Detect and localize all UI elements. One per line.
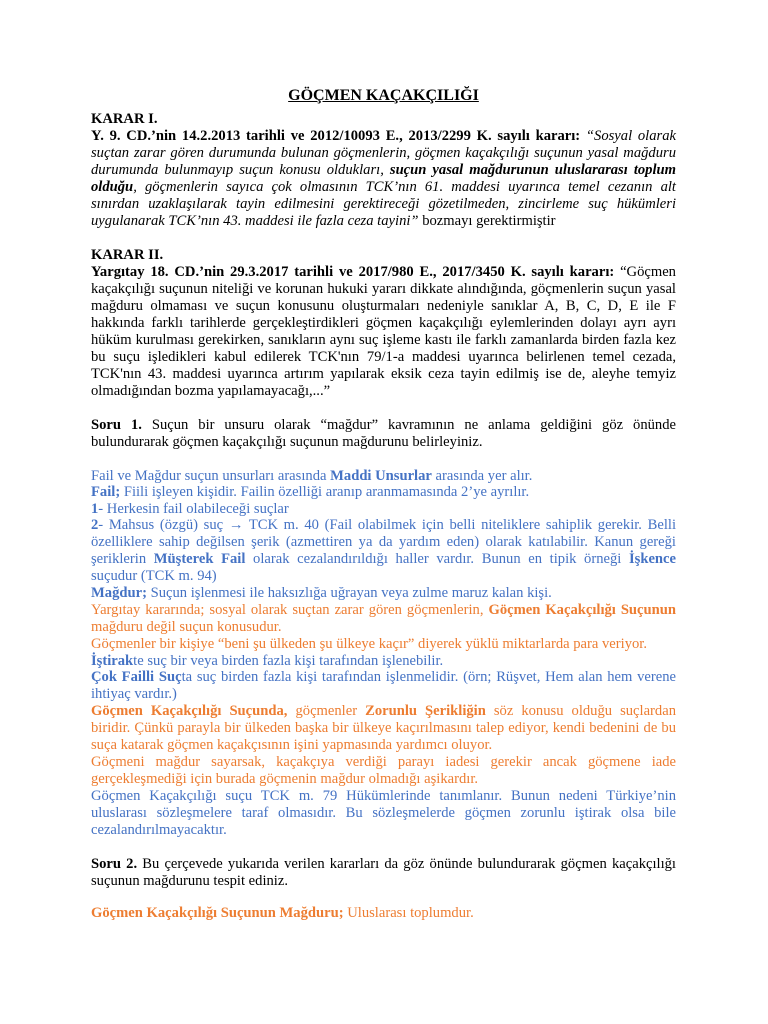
note-iade: Göçmeni mağdur sayarsak, kaçakçıya verdiği parayı iadesi gerekir ancak göçmene iade gerçekleşmediği için burada göçmenin mağdur olmadığı aşikardır.	[91, 754, 676, 788]
note-tck79: Göçmen Kaçakçılığı suçu TCK m. 79 Hükümlerinde tanımlanır. Bunun nedeni Türkiye’nin uluslarası sözleşmelere taraf olmasıdır. Bu sözleşmelerde göçmen zorunlu iştirak olsa bile cezalandırılmayacaktır.	[91, 788, 676, 839]
karar1-heading: KARAR I.	[91, 111, 158, 127]
karar2-body	[91, 264, 676, 400]
karar1-quote-bold: suçun yasal mağdurunun uluslararası toplum olduğu	[91, 162, 676, 195]
note-magdur: Mağdur; Suçun işlenmesi ile haksızlığa uğrayan veya zulme maruz kalan kişi.	[91, 585, 552, 602]
karar2-heading: KARAR II.	[91, 247, 164, 263]
karar2-quote: “Göçmen kaçakçılığı suçunun niteliği ve korunan hukuki yararı dikkate alındığında, göçmenlerin suçun yasal mağduru olmaması ve suçun konusunu oluşturmaları nedeniyle sanıklar A, B, C, D, E ile F hakkında farklı tarihlerde gerçekleştirdikleri göçmen kaçakçılığı eylemlerinden dolayı ayrı ayrı hüküm kurulması gerekirken, sanıkların aynı suç işleme kastı ile farklı zamanlarda birden fazla kez bu suçu işledikleri kabul edilerek TCK'nın 79/1-a maddesi uyarınca belirlenen temel cezada, TCK'nın 43. maddesi uyarınca artırım yapılarak eksik ceza tayin edilmiş ise de, aleyhe temyiz olmadığından bozma yapılamayacağı,...”	[91, 264, 676, 399]
soru1-text: Suçun bir unsuru olarak “mağdur” kavramının ne anlama geldiğini göz önünde bulundurarak göçmen kaçakçılığı suçunun mağdurunu belirleyiniz.	[91, 417, 676, 450]
note-cok-failli: Çok Failli Suçta suç birden fazla kişi tarafından işlenmelidir. (örn; Rüşvet, Hem alan hem verene ihtiyaç vardır.)	[91, 669, 676, 703]
answer2	[91, 905, 676, 922]
soru2-label: Soru 2.	[91, 856, 138, 873]
note-herkes-fail: 1- Herkesin fail olabileceği suçlar	[91, 500, 289, 517]
note-unsurlar: Fail ve Mağdur suçun unsurları arasında Maddi Unsurlar arasında yer alır.	[91, 468, 533, 484]
answer2-text: Uluslarası toplumdur.	[343, 904, 474, 921]
answer1-notes	[91, 468, 676, 839]
karar2-ref: Yargıtay 18. CD.’nin 29.3.2017 tarihli ve 2017/980 E., 2017/3450 K. sayılı kararı:	[91, 264, 615, 280]
karar1-body	[91, 128, 676, 230]
soru1	[91, 417, 676, 451]
note-fail: Fail; Fiili işleyen kişidir. Failin özelliği aranıp aranmamasında 2’ye ayrılır.	[91, 484, 530, 501]
note-mahsus-suc: 2- Mahsus (özgü) suç → TCK m. 40 (Fail olabilmek için belli niteliklere sahiplik gerekir. Belli özelliklere sahip değilsen şerik (azmettiren ya da yardım eden) olarak katılabilir. Kanun gereği şeriklerin Müşterek Fail olarak cezalandırıldığı haller vardır. Bunun en tipik örneği İşkence suçudur (TCK m. 94)	[91, 517, 676, 585]
note-istirak: İştirakte suç bir veya birden fazla kişi tarafından işlenebilir.	[91, 652, 444, 669]
page-title: GÖÇMEN KAÇAKÇILIĞI	[288, 87, 479, 104]
karar1-ref: Y. 9. CD.’nin 14.2.2013 tarihli ve 2012/10093 E., 2013/2299 K. sayılı kararı:	[91, 128, 581, 144]
karar1-tail: bozmayı gerektirmiştir	[418, 213, 556, 229]
arrow-right-icon: →	[228, 517, 244, 534]
document-page	[91, 86, 676, 936]
soru2-text: Bu çerçevede yukarıda verilen kararları da göz önünde bulundurarak göçmen kaçakçılığı suçunun mağdurunu tespit ediniz.	[91, 856, 676, 890]
note-gocmenler: Göçmenler bir kişiye “beni şu ülkeden şu ülkeye kaçır” diyerek yüklü miktarlarda para veriyor.	[91, 635, 647, 652]
note-yargitay: Yargıtay kararında; sosyal olarak suçtan zarar gören göçmenlerin, Göçmen Kaçakçılığı Suçunun mağduru değil suçun konusudur.	[91, 601, 676, 635]
karar1-quote-part2: , göçmenlerin sayıca çok olmasının TCK’nın 61. maddesi uyarınca temel cezanın alt sınırdan uzaklaşılarak tayin edilmesini gerektireceği gözetilmeden, zincirleme suç hükümleri uygulanarak TCK’nın 43. maddesi ile fazla ceza tayini”	[91, 179, 676, 229]
answer2-label: Göçmen Kaçakçılığı Suçunun Mağduru;	[91, 904, 344, 921]
note-zorunlu-seriklik: Göçmen Kaçakçılığı Suçunda, göçmenler Zorunlu Şerikliğin söz konusu olduğu suçlardan biridir. Çünkü parayla bir ülkeden başka bir ülkeye kaçırılmasını talep ediyor, kendi bedenini de bu suça katarak göçmen kaçakçısının işini yapmasında yardımcı oluyor.	[91, 703, 676, 754]
soru2	[91, 856, 676, 890]
soru1-label: Soru 1.	[91, 417, 142, 433]
karar1-quote-part1: “Sosyal olarak suçtan zarar gören durumunda bulunan göçmenlerin, göçmen kaçakçılığı suçunun yasal mağduru durumunda bulunmayıp suçun konusu oldukları,	[91, 128, 676, 178]
